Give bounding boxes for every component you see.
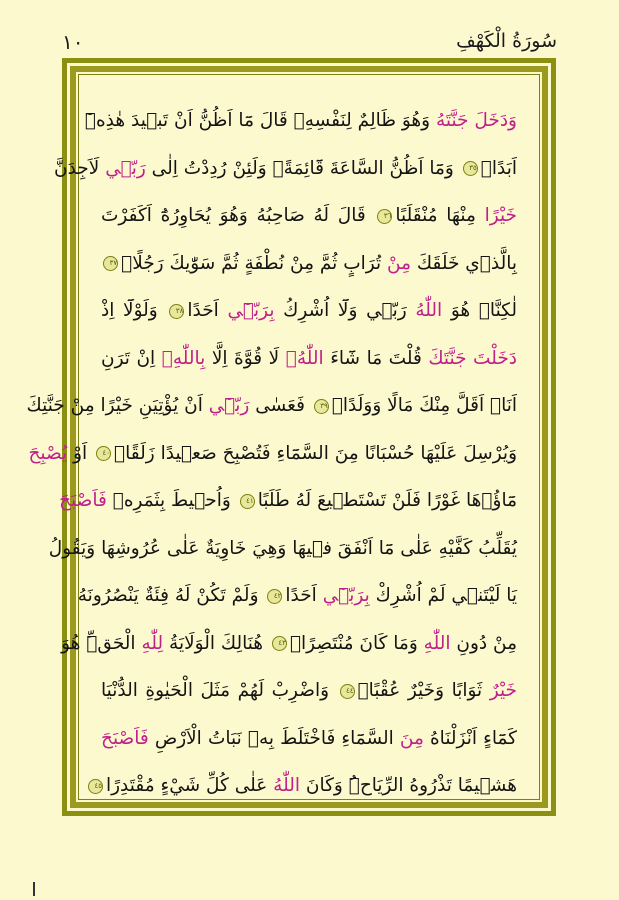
verse-text: يَا لَيْتَن۪ي لَمْ اُشْرِكْ <box>369 585 517 606</box>
ayah-marker: ٤٠ <box>96 446 111 461</box>
highlighted-word: رَبّ۪ي <box>105 157 146 179</box>
verse-text: وَاضْرِبْ لَهُمْ مَثَلَ الْحَيٰوةِ الدُّنْيَا <box>101 680 337 701</box>
verse-text: وَيُرْسِلَ عَلَيْهَا حُسْبَانًا مِنَ السَّمَٓاءِ فَتُصْبِحَ صَع۪يدًا زَلَقًاۙ <box>114 442 517 464</box>
highlighted-word: اللّٰهُ <box>285 347 324 369</box>
verse-text: فَعَسٰى <box>249 395 311 416</box>
highlighted-word: دَخَلْتَ جَنَّتَكَ <box>428 347 517 369</box>
verse-text: اَبَدًاۙ <box>480 157 517 179</box>
verse-text: مِنْهَا مُنْقَلَبًا <box>395 205 485 226</box>
highlighted-word: يُصْبِحَ <box>28 442 68 464</box>
verse-text: وَلَمْ تَكُنْ لَهُ فِئَةٌ يَنْصُرُونَهُ <box>77 585 265 606</box>
highlighted-word: خَيْرٌ <box>489 680 517 701</box>
highlighted-word: خَيْرًا <box>484 205 517 226</box>
highlighted-word: اللّٰهِ <box>423 632 451 654</box>
verse-text: ۚ اِنْ تَرَنِ <box>101 347 162 369</box>
verse-text: بِالَّذ۪ي خَلَقَكَ <box>411 252 517 274</box>
verse-text: لٰكِنَّا۬ هُوَ <box>442 300 517 321</box>
highlighted-word: مِنَ <box>399 727 424 749</box>
text-line <box>54 147 517 191</box>
verse-text: هَش۪يمًا تَذْرُوهُ الرِّيَاحُۜ وَكَانَ <box>300 775 517 796</box>
verse-text: يُقَلِّبُ كَفَّيْهِ عَلٰى مَٓا اَنْفَقَ ف۪يهَا وَهِيَ خَاوِيَةٌ عَلٰى عُرُوشِهَا وَيَقُولُ <box>48 537 517 559</box>
highlighted-word: اللّٰهُ <box>273 775 300 796</box>
verse-text: اَنْ يُؤْتِيَنِ خَيْرًا مِنْ جَنَّتِكَ <box>26 395 209 416</box>
verse-text: اَحَدًا <box>285 585 323 606</box>
highlighted-word: مِنْ <box>387 252 411 274</box>
verse-text: وَلَوْلَٓا اِذْ <box>101 300 167 321</box>
text-line <box>59 479 517 523</box>
text-panel <box>26 74 540 800</box>
highlighted-word: بِرَبّ۪ٓي <box>227 300 275 321</box>
ayah-marker: ٣٨ <box>169 304 184 319</box>
text-line <box>101 289 517 333</box>
verse-text: وَمَا كَانَ مُنْتَصِرًاۜ <box>289 632 424 654</box>
text-line <box>61 622 517 666</box>
verse-text: كَمَٓاءٍ اَنْزَلْنَاهُ <box>423 727 517 749</box>
text-line <box>101 669 517 713</box>
highlighted-word: وَدَخَلَ جَنَّتَهُ <box>435 110 517 131</box>
ayah-marker: ٣٧ <box>103 256 118 271</box>
highlighted-word: بِاللّٰهِ <box>161 347 206 369</box>
verse-text: وَهُوَ ظَالِمٌ لِنَفْسِهِۚ قَالَ مَٓا اَظُنُّ اَنْ تَب۪يدَ هٰذِه۪ٓ <box>84 110 436 131</box>
text-line <box>26 384 517 428</box>
verse-text: لَاَجِدَنَّ <box>54 157 106 179</box>
ayah-marker: ٤١ <box>240 494 255 509</box>
ayah-marker: ٤٤ <box>340 684 355 699</box>
highlighted-word: فَاَصْبَحَ <box>59 490 107 511</box>
verse-text: السَّمَٓاءِ فَاخْتَلَطَ بِه۪ نَبَاتُ الْاَرْضِ <box>148 727 400 749</box>
margin-mark <box>33 882 35 896</box>
text-line <box>77 574 517 618</box>
highlighted-word: رَبّ۪ٓي <box>208 395 250 416</box>
text-line <box>94 764 517 808</box>
text-line <box>28 432 517 476</box>
text-line <box>101 337 517 381</box>
verse-text: ثَوَابًا وَخَيْرٌ عُقْبًا۟ <box>357 680 490 701</box>
verse-text: اَحَدًا <box>187 300 228 321</box>
page-number: ١٠ <box>62 30 84 54</box>
verse-text: مِنْ دُونِ <box>450 632 517 654</box>
verse-text: قُلْتَ مَا شَٓاءَ <box>323 347 429 369</box>
ayah-marker: ٣٩ <box>314 399 329 414</box>
quran-text <box>26 99 517 796</box>
text-line <box>48 527 517 571</box>
text-line <box>101 194 517 238</box>
ayah-marker: ٤٢ <box>267 589 282 604</box>
verse-text: مَٓاؤُ۬هَا غَوْرًا فَلَنْ تَسْتَط۪يعَ لَهُ طَلَبًا <box>257 490 517 511</box>
highlighted-word: لِلّٰهِ <box>141 632 164 654</box>
ayah-marker: ٣٥ <box>463 161 478 176</box>
verse-text: وَاُح۪يطَ بِثَمَرِه۪ <box>106 490 237 511</box>
text-line <box>101 717 517 761</box>
highlighted-word: بِرَبّ۪ٓي <box>322 585 370 606</box>
text-line <box>84 99 517 143</box>
surah-name: سُورَةُ الْكَهْفِ <box>456 30 557 52</box>
verse-text: ۙ لَا قُوَّةَ اِلَّا <box>205 347 286 369</box>
ayah-marker: ٣٦ <box>377 209 392 224</box>
highlighted-word: فَاَصْبَحَ <box>101 727 149 749</box>
verse-text: اَوْ <box>67 442 94 464</box>
text-line <box>101 242 517 286</box>
verse-text: هُنَالِكَ الْوَلَايَةُ <box>163 632 269 654</box>
verse-text: تُرَابٍ ثُمَّ مِنْ نُطْفَةٍ ثُمَّ سَوّٰيكَ رَجُلًاۜ <box>121 252 387 274</box>
verse-text: رَبّ۪ي وَلَٓا اُشْرِكُ <box>274 300 416 321</box>
verse-text: الْحَقِّۜ هُوَ <box>61 632 142 654</box>
page-frame <box>26 58 556 816</box>
verse-text: عَلٰى كُلِّ شَيْءٍ مُقْتَدِرًا <box>105 775 274 796</box>
verse-text: قَالَ لَهُ صَاحِبُهُ وَهُوَ يُحَاوِرُهُٓ اَكَفَرْتَ <box>101 205 375 226</box>
ayah-marker: ٤٥ <box>88 779 103 794</box>
ayah-marker: ٤٣ <box>272 636 287 651</box>
verse-text: وَمَٓا اَظُنُّ السَّاعَةَ قَٓائِمَةًۙ وَلَئِنْ رُدِدْتُ اِلٰى <box>145 157 460 179</box>
verse-text: اَنَا۬ اَقَلَّ مِنْكَ مَالًا وَوَلَدًاۚ <box>331 395 517 416</box>
highlighted-word: اللّٰهُ <box>415 300 443 321</box>
page-header <box>62 30 557 56</box>
